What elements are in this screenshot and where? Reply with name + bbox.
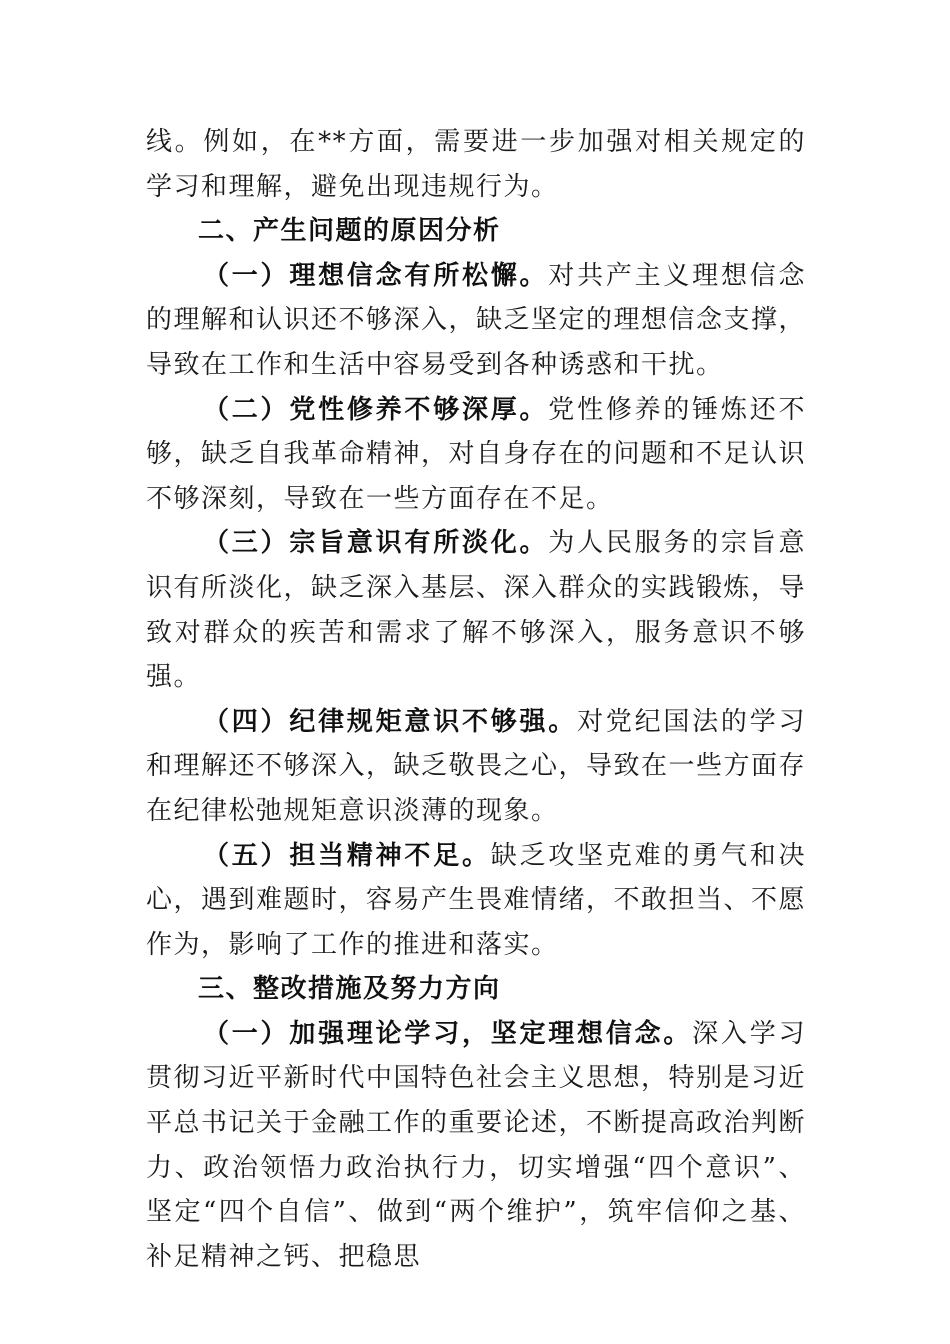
cause-paragraph-5 (146, 834, 806, 968)
cause-paragraph-2 (146, 388, 806, 522)
measure-1-text: 深入学习贯彻习近平新时代中国特色社会主义思想，特别是习近平总书记关于金融工作的重要论述，不断提高政治判断力、政治领悟力政治执行力，切实增强“四个意识”、坚定“四个自信”、做到“两个维护”，筑牢信仰之基、补足精神之钙、把稳思 (146, 1018, 807, 1272)
cause-2-lead: （二）党性修养不够深厚。 (203, 394, 549, 425)
cause-paragraph-4 (146, 700, 806, 834)
measure-1-lead: （一）加强理论学习，坚定理想信念。 (203, 1018, 693, 1049)
opening-paragraph: 线。例如，在**方面，需要进一步加强对相关规定的学习和理解，避免出现违规行为。 (146, 127, 806, 202)
cause-5-lead: （五）担当精神不足。 (203, 840, 491, 871)
measure-paragraph-1 (146, 1012, 806, 1280)
cause-paragraph-3 (146, 521, 806, 699)
cause-2-text: 党性修养的锤炼还不够，缺乏自我革命精神，对自身存在的问题和不足认识不够深刻，导致在一些方面存在不足。 (146, 394, 807, 514)
cause-4-lead: （四）纪律规矩意识不够强。 (203, 706, 578, 737)
cause-4-text: 对党纪国法的学习和理解还不够深入，缺乏敬畏之心，导致在一些方面存在纪律松弛规矩意识淡薄的现象。 (146, 706, 807, 826)
cause-5-text: 缺乏攻坚克难的勇气和决心，遇到难题时，容易产生畏难情绪，不敢担当、不愿作为，影响了工作的推进和落实。 (146, 840, 807, 960)
section-heading-rectification: 三、整改措施及努力方向 (198, 974, 501, 1005)
section-heading-cause-analysis: 二、产生问题的原因分析 (198, 216, 501, 247)
cause-3-lead: （三）宗旨意识有所淡化。 (203, 528, 549, 559)
cause-3-text: 为人民服务的宗旨意识有所淡化，缺乏深入基层、深入群众的实践锻炼，导致对群众的疾苦和需求了解不够深入，服务意识不够强。 (146, 528, 807, 693)
cause-1-lead: （一）理想信念有所松懈。 (203, 260, 549, 291)
cause-paragraph-1 (146, 254, 806, 388)
document-body (146, 120, 806, 1279)
cause-1-text: 对共产主义理想信念的理解和认识还不够深入，缺乏坚定的理想信念支撑，导致在工作和生活中容易受到各种诱惑和干扰。 (146, 260, 807, 380)
